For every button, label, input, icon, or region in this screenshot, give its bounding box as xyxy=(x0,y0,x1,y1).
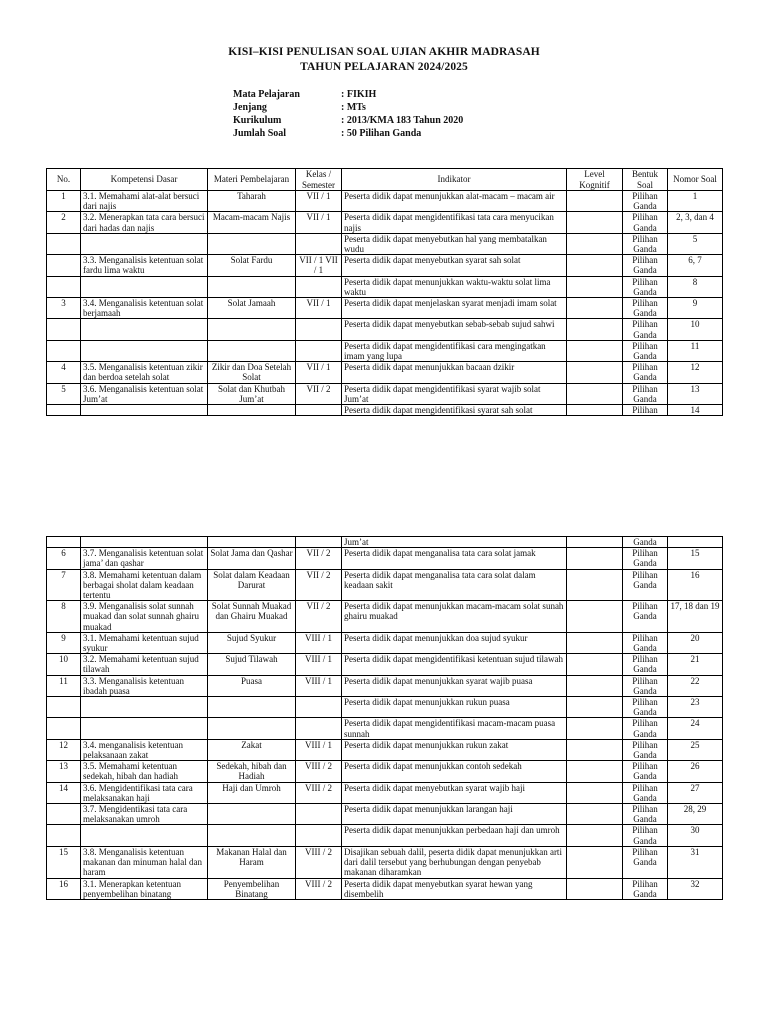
bentuk-soal-cell: Pilihan Ganda xyxy=(623,654,668,675)
nomor-soal-cell: 11 xyxy=(668,340,723,361)
kompetensi-dasar-cell xyxy=(81,340,208,361)
table-row xyxy=(47,405,723,416)
table-row xyxy=(47,739,723,760)
bentuk-soal-cell: Pilihan Ganda xyxy=(623,212,668,233)
table-row xyxy=(47,675,723,696)
document-title-line1: KISI–KISI PENULISAN SOAL UJIAN AKHIR MADRASAH xyxy=(228,46,540,58)
materi-cell: Macam-macam Najis xyxy=(208,212,296,233)
materi-cell: Taharah xyxy=(208,191,296,212)
kompetensi-dasar-cell: 3.1. Memahami alat-alat bersuci dari najis xyxy=(81,191,208,212)
bentuk-soal-cell: Pilihan xyxy=(623,405,668,416)
level-cell xyxy=(567,739,623,760)
bentuk-soal-cell: Pilihan Ganda xyxy=(623,825,668,846)
nomor-soal-cell: 1 xyxy=(668,191,723,212)
bentuk-soal-cell: Ganda xyxy=(623,537,668,548)
kompetensi-dasar-cell: 3.7. Mengidentikasi tata cara melaksanakan umroh xyxy=(81,804,208,825)
level-cell xyxy=(567,675,623,696)
row-number xyxy=(47,276,81,297)
nomor-soal-cell: 5 xyxy=(668,233,723,254)
kompetensi-dasar-cell: 3.5. Memahami ketentuan sedekah, hibah dan hadiah xyxy=(81,761,208,782)
level-cell xyxy=(567,537,623,548)
column-header-kompetensi-dasar: Kompetensi Dasar xyxy=(81,169,208,191)
table-row xyxy=(47,697,723,718)
nomor-soal-cell: 32 xyxy=(668,878,723,899)
meta-value: : 2013/KMA 183 Tahun 2020 xyxy=(341,115,464,126)
nomor-soal-cell: 12 xyxy=(668,362,723,383)
nomor-soal-cell: 10 xyxy=(668,319,723,340)
level-cell xyxy=(567,383,623,404)
table-row xyxy=(47,878,723,899)
bentuk-soal-cell: Pilihan Ganda xyxy=(623,255,668,276)
bentuk-soal-cell: Pilihan Ganda xyxy=(623,761,668,782)
level-cell xyxy=(567,191,623,212)
kelas-cell xyxy=(296,718,342,739)
kelas-cell: VIII / 2 xyxy=(296,761,342,782)
kompetensi-dasar-cell xyxy=(81,276,208,297)
level-cell xyxy=(567,804,623,825)
kompetensi-dasar-cell: 3.2. Menerapkan tata cara bersuci dari hadas dan najis xyxy=(81,212,208,233)
row-number: 13 xyxy=(47,761,81,782)
column-header-indikator: Indikator xyxy=(342,169,567,191)
materi-cell: Solat Fardu xyxy=(208,255,296,276)
table-row xyxy=(47,825,723,846)
materi-cell: Sujud Syukur xyxy=(208,632,296,653)
row-number xyxy=(47,718,81,739)
meta-label: Mata Pelajaran xyxy=(233,89,300,100)
kelas-cell xyxy=(296,319,342,340)
kompetensi-dasar-cell: 3.5. Menganalisis ketentuan zikir dan berdoa setelah solat xyxy=(81,362,208,383)
indikator-cell: Peserta didik dapat menunjukkan perbedaan haji dan umroh xyxy=(342,825,567,846)
table-row xyxy=(47,340,723,361)
indikator-cell: Peserta didik dapat mengidentifikasi tata cara menyucikan najis xyxy=(342,212,567,233)
nomor-soal-cell: 27 xyxy=(668,782,723,803)
level-cell xyxy=(567,697,623,718)
materi-cell xyxy=(208,537,296,548)
indikator-cell: Peserta didik dapat menganalisa tata cara solat jamak xyxy=(342,548,567,569)
row-number: 15 xyxy=(47,846,81,878)
meta-row-mapel xyxy=(233,88,463,101)
bentuk-soal-cell: Pilihan Ganda xyxy=(623,340,668,361)
table-row xyxy=(47,632,723,653)
materi-cell xyxy=(208,718,296,739)
indikator-cell: Disajikan sebuah dalil, peserta didik dapat menunjukkan arti dari dalil tersebut yang berhubungan dengan penyebab makanan diharamkan xyxy=(342,846,567,878)
materi-cell xyxy=(208,697,296,718)
meta-value: : 50 Pilihan Ganda xyxy=(341,128,422,139)
kompetensi-dasar-cell: 3.6. Mengidentifikasi tata cara melaksanakan haji xyxy=(81,782,208,803)
meta-label: Jenjang xyxy=(233,102,267,113)
bentuk-soal-cell: Pilihan Ganda xyxy=(623,548,668,569)
kompetensi-dasar-cell xyxy=(81,718,208,739)
nomor-soal-cell: 6, 7 xyxy=(668,255,723,276)
row-number: 6 xyxy=(47,548,81,569)
table-row xyxy=(47,362,723,383)
kompetensi-dasar-cell: 3.1. Menerapkan ketentuan penyembelihan binatang xyxy=(81,878,208,899)
nomor-soal-cell: 31 xyxy=(668,846,723,878)
indikator-cell: Peserta didik dapat mengidentifikasi syarat sah solat xyxy=(342,405,567,416)
nomor-soal-cell: 16 xyxy=(668,569,723,601)
row-number: 9 xyxy=(47,632,81,653)
indikator-cell: Peserta didik dapat menyebutkan hal yang membatalkan wudu xyxy=(342,233,567,254)
kelas-cell xyxy=(296,340,342,361)
nomor-soal-cell: 13 xyxy=(668,383,723,404)
bentuk-soal-cell: Pilihan Ganda xyxy=(623,675,668,696)
kompetensi-dasar-cell: 3.3. Menganalisis ketentuan solat fardu lima waktu xyxy=(81,255,208,276)
indikator-cell: Peserta didik dapat menyebutkan syarat wajib haji xyxy=(342,782,567,803)
indikator-cell: Peserta didik dapat menjelaskan syarat menjadi imam solat xyxy=(342,298,567,319)
bentuk-soal-cell: Pilihan Ganda xyxy=(623,319,668,340)
indikator-cell: Peserta didik dapat menunjukkan larangan haji xyxy=(342,804,567,825)
indikator-cell: Peserta didik dapat menyebutkan syarat sah solat xyxy=(342,255,567,276)
table-row xyxy=(47,761,723,782)
kompetensi-dasar-cell: 3.1. Memahami ketentuan sujud syukur xyxy=(81,632,208,653)
indikator-cell: Peserta didik dapat mengidentifikasi macam-macam puasa sunnah xyxy=(342,718,567,739)
table-row xyxy=(47,319,723,340)
materi-cell: Solat dan Khutbah Jum’at xyxy=(208,383,296,404)
meta-row-jumlah-soal xyxy=(233,127,463,140)
row-number: 12 xyxy=(47,739,81,760)
row-number: 2 xyxy=(47,212,81,233)
kompetensi-dasar-cell xyxy=(81,537,208,548)
nomor-soal-cell: 22 xyxy=(668,675,723,696)
indikator-cell: Peserta didik dapat menyebutkan syarat hewan yang disembelih xyxy=(342,878,567,899)
materi-cell xyxy=(208,804,296,825)
row-number xyxy=(47,405,81,416)
materi-cell: Puasa xyxy=(208,675,296,696)
level-cell xyxy=(567,878,623,899)
nomor-soal-cell: 21 xyxy=(668,654,723,675)
kelas-cell: VIII / 2 xyxy=(296,846,342,878)
materi-cell: Solat Jamaah xyxy=(208,298,296,319)
bentuk-soal-cell: Pilihan Ganda xyxy=(623,632,668,653)
kompetensi-dasar-cell: 3.3. Menganalisis ketentuan ibadah puasa xyxy=(81,675,208,696)
level-cell xyxy=(567,319,623,340)
indikator-cell: Peserta didik dapat menunjukkan rukun zakat xyxy=(342,739,567,760)
row-number xyxy=(47,340,81,361)
kelas-cell: VIII / 1 xyxy=(296,632,342,653)
kelas-cell: VIII / 2 xyxy=(296,782,342,803)
row-number: 8 xyxy=(47,601,81,633)
level-cell xyxy=(567,362,623,383)
kelas-cell xyxy=(296,405,342,416)
nomor-soal-cell: 20 xyxy=(668,632,723,653)
kompetensi-dasar-cell xyxy=(81,825,208,846)
kelas-cell xyxy=(296,276,342,297)
materi-cell: Zikir dan Doa Setelah Solat xyxy=(208,362,296,383)
indikator-cell: Peserta didik dapat menyebutkan sebab-sebab sujud sahwi xyxy=(342,319,567,340)
nomor-soal-cell: 25 xyxy=(668,739,723,760)
kelas-cell: VII / 2 xyxy=(296,383,342,404)
table-row xyxy=(47,233,723,254)
nomor-soal-cell: 15 xyxy=(668,548,723,569)
nomor-soal-cell: 26 xyxy=(668,761,723,782)
nomor-soal-cell: 2, 3, dan 4 xyxy=(668,212,723,233)
table-row xyxy=(47,212,723,233)
bentuk-soal-cell: Pilihan Ganda xyxy=(623,298,668,319)
row-number: 16 xyxy=(47,878,81,899)
kelas-cell: VIII / 1 xyxy=(296,654,342,675)
indikator-cell: Peserta didik dapat menunjukkan doa sujud syukur xyxy=(342,632,567,653)
row-number: 11 xyxy=(47,675,81,696)
table-row xyxy=(47,601,723,633)
kelas-cell: VII / 1 xyxy=(296,298,342,319)
row-number: 1 xyxy=(47,191,81,212)
row-number xyxy=(47,537,81,548)
indikator-cell: Peserta didik dapat mengidentifikasi cara mengingatkan imam yang lupa xyxy=(342,340,567,361)
kompetensi-dasar-cell: 3.7. Menganalisis ketentuan solat jama’ dan qashar xyxy=(81,548,208,569)
level-cell xyxy=(567,405,623,416)
bentuk-soal-cell: Pilihan Ganda xyxy=(623,362,668,383)
table-row xyxy=(47,298,723,319)
table-row xyxy=(47,191,723,212)
materi-cell: Solat Jama dan Qashar xyxy=(208,548,296,569)
level-cell xyxy=(567,601,623,633)
row-number: 14 xyxy=(47,782,81,803)
bentuk-soal-cell: Pilihan Ganda xyxy=(623,782,668,803)
column-header-kelas: Kelas / Semester xyxy=(296,169,342,191)
row-number xyxy=(47,825,81,846)
materi-cell: Penyembelihan Binatang xyxy=(208,878,296,899)
materi-cell: Haji dan Umroh xyxy=(208,782,296,803)
bentuk-soal-cell: Pilihan Ganda xyxy=(623,276,668,297)
kisi-table-page1 xyxy=(46,168,723,416)
level-cell xyxy=(567,782,623,803)
bentuk-soal-cell: Pilihan Ganda xyxy=(623,739,668,760)
bentuk-soal-cell: Pilihan Ganda xyxy=(623,601,668,633)
kompetensi-dasar-cell: 3.4. Menganalisis ketentuan solat berjamaah xyxy=(81,298,208,319)
bentuk-soal-cell: Pilihan Ganda xyxy=(623,878,668,899)
nomor-soal-cell: 9 xyxy=(668,298,723,319)
meta-info xyxy=(233,88,463,140)
level-cell xyxy=(567,569,623,601)
row-number: 4 xyxy=(47,362,81,383)
table-row xyxy=(47,804,723,825)
bentuk-soal-cell: Pilihan Ganda xyxy=(623,191,668,212)
level-cell xyxy=(567,548,623,569)
materi-cell xyxy=(208,340,296,361)
row-number xyxy=(47,804,81,825)
bentuk-soal-cell: Pilihan Ganda xyxy=(623,697,668,718)
bentuk-soal-cell: Pilihan Ganda xyxy=(623,804,668,825)
column-header-nomor: Nomor Soal xyxy=(668,169,723,191)
kompetensi-dasar-cell: 3.8. Menganalisis ketentuan makanan dan minuman halal dan haram xyxy=(81,846,208,878)
materi-cell: Solat dalam Keadaan Darurat xyxy=(208,569,296,601)
row-number xyxy=(47,697,81,718)
level-cell xyxy=(567,298,623,319)
bentuk-soal-cell: Pilihan Ganda xyxy=(623,569,668,601)
table-row xyxy=(47,276,723,297)
meta-label: Kurikulum xyxy=(233,115,282,126)
kelas-cell: VII / 2 xyxy=(296,569,342,601)
column-header-materi: Materi Pembelajaran xyxy=(208,169,296,191)
kompetensi-dasar-cell: 3.6. Menganalisis ketentuan solat Jum’at xyxy=(81,383,208,404)
kompetensi-dasar-cell: 3.4. menganalisis ketentuan pelaksanaan zakat xyxy=(81,739,208,760)
nomor-soal-cell: 14 xyxy=(668,405,723,416)
row-number: 10 xyxy=(47,654,81,675)
table-row xyxy=(47,718,723,739)
meta-row-jenjang xyxy=(233,101,463,114)
level-cell xyxy=(567,212,623,233)
kisi-table-page2 xyxy=(46,536,723,900)
row-number: 3 xyxy=(47,298,81,319)
materi-cell xyxy=(208,405,296,416)
level-cell xyxy=(567,846,623,878)
table-row xyxy=(47,846,723,878)
indikator-cell: Peserta didik dapat menunjukkan rukun puasa xyxy=(342,697,567,718)
bentuk-soal-cell: Pilihan Ganda xyxy=(623,718,668,739)
kelas-cell: VII / 1 VII / 1 xyxy=(296,255,342,276)
materi-cell xyxy=(208,825,296,846)
nomor-soal-cell xyxy=(668,537,723,548)
kelas-cell: VIII / 1 xyxy=(296,675,342,696)
row-number xyxy=(47,255,81,276)
materi-cell: Sedekah, hibah dan Hadiah xyxy=(208,761,296,782)
kompetensi-dasar-cell: 3.8. Memahami ketentuan dalam berbagai sholat dalam keadaan tertentu xyxy=(81,569,208,601)
level-cell xyxy=(567,654,623,675)
level-cell xyxy=(567,761,623,782)
materi-cell: Sujud Tilawah xyxy=(208,654,296,675)
materi-cell: Zakat xyxy=(208,739,296,760)
kompetensi-dasar-cell: 3.9. Menganalisis solat sunnah muakad dan solat sunnah ghairu muakad xyxy=(81,601,208,633)
row-number xyxy=(47,319,81,340)
kelas-cell xyxy=(296,825,342,846)
meta-value: : MTs xyxy=(341,102,366,113)
materi-cell: Solat Sunnah Muakad dan Ghairu Muakad xyxy=(208,601,296,633)
level-cell xyxy=(567,276,623,297)
indikator-cell: Peserta didik dapat mengidentifikasi syarat wajib solat Jum’at xyxy=(342,383,567,404)
row-number: 5 xyxy=(47,383,81,404)
kelas-cell xyxy=(296,537,342,548)
kelas-cell xyxy=(296,804,342,825)
kompetensi-dasar-cell xyxy=(81,319,208,340)
materi-cell xyxy=(208,319,296,340)
kompetensi-dasar-cell xyxy=(81,405,208,416)
kelas-cell xyxy=(296,697,342,718)
kelas-cell: VII / 2 xyxy=(296,601,342,633)
level-cell xyxy=(567,718,623,739)
kelas-cell: VIII / 2 xyxy=(296,878,342,899)
meta-label: Jumlah Soal xyxy=(233,128,287,139)
indikator-cell: Peserta didik dapat menunjukkan bacaan dzikir xyxy=(342,362,567,383)
materi-cell: Makanan Halal dan Haram xyxy=(208,846,296,878)
bentuk-soal-cell: Pilihan Ganda xyxy=(623,383,668,404)
column-header-level: Level Kognitif xyxy=(567,169,623,191)
indikator-cell: Peserta didik dapat menunjukkan waktu-waktu solat lima waktu xyxy=(342,276,567,297)
row-number xyxy=(47,233,81,254)
nomor-soal-cell: 28, 29 xyxy=(668,804,723,825)
materi-cell xyxy=(208,233,296,254)
level-cell xyxy=(567,255,623,276)
column-header-bentuk: Bentuk Soal xyxy=(623,169,668,191)
table-row xyxy=(47,654,723,675)
table-row xyxy=(47,537,723,548)
table-row xyxy=(47,548,723,569)
indikator-cell: Jum’at xyxy=(342,537,567,548)
level-cell xyxy=(567,233,623,254)
bentuk-soal-cell: Pilihan Ganda xyxy=(623,846,668,878)
nomor-soal-cell: 17, 18 dan 19 xyxy=(668,601,723,633)
table-header-row xyxy=(47,169,723,191)
kelas-cell xyxy=(296,233,342,254)
level-cell xyxy=(567,340,623,361)
materi-cell xyxy=(208,276,296,297)
kelas-cell: VII / 2 xyxy=(296,548,342,569)
kompetensi-dasar-cell xyxy=(81,697,208,718)
level-cell xyxy=(567,632,623,653)
indikator-cell: Peserta didik dapat mengidentifikasi ketentuan sujud tilawah xyxy=(342,654,567,675)
column-header-no: No. xyxy=(47,169,81,191)
table-row xyxy=(47,383,723,404)
table-row xyxy=(47,569,723,601)
kelas-cell: VII / 1 xyxy=(296,362,342,383)
meta-value: : FIKIH xyxy=(341,89,377,100)
nomor-soal-cell: 23 xyxy=(668,697,723,718)
kompetensi-dasar-cell: 3.2. Memahami ketentuan sujud tilawah xyxy=(81,654,208,675)
indikator-cell: Peserta didik dapat menunjukkan contoh sedekah xyxy=(342,761,567,782)
indikator-cell: Peserta didik dapat menunjukkan macam-macam solat sunah ghairu muakad xyxy=(342,601,567,633)
kelas-cell: VII / 1 xyxy=(296,212,342,233)
document-title-line2: TAHUN PELAJARAN 2024/2025 xyxy=(300,61,468,73)
indikator-cell: Peserta didik dapat menganalisa tata cara solat dalam keadaan sakit xyxy=(342,569,567,601)
kompetensi-dasar-cell xyxy=(81,233,208,254)
meta-row-kurikulum xyxy=(233,114,463,127)
bentuk-soal-cell: Pilihan Ganda xyxy=(623,233,668,254)
indikator-cell: Peserta didik dapat menunjukkan alat-macam – macam air xyxy=(342,191,567,212)
nomor-soal-cell: 8 xyxy=(668,276,723,297)
level-cell xyxy=(567,825,623,846)
table-row xyxy=(47,782,723,803)
nomor-soal-cell: 30 xyxy=(668,825,723,846)
indikator-cell: Peserta didik dapat menunjukkan syarat wajib puasa xyxy=(342,675,567,696)
kelas-cell: VII / 1 xyxy=(296,191,342,212)
kelas-cell: VIII / 1 xyxy=(296,739,342,760)
nomor-soal-cell: 24 xyxy=(668,718,723,739)
row-number: 7 xyxy=(47,569,81,601)
table-row xyxy=(47,255,723,276)
